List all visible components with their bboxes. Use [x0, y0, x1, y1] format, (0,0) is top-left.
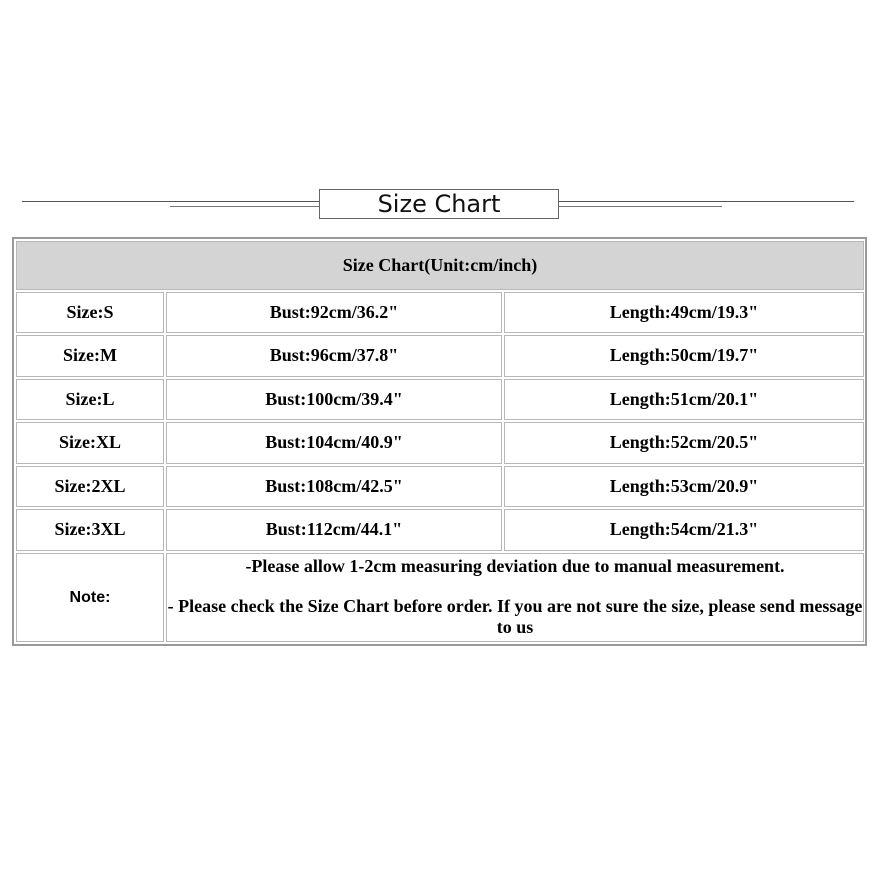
bust-cell: Bust:112cm/44.1"	[166, 509, 502, 551]
bust-cell: Bust:96cm/37.8"	[166, 335, 502, 377]
table-header: Size Chart(Unit:cm/inch)	[16, 241, 864, 290]
size-cell: Size:S	[16, 292, 164, 334]
bust-cell: Bust:108cm/42.5"	[166, 466, 502, 508]
length-cell: Length:53cm/20.9"	[504, 466, 864, 508]
note-text	[166, 553, 864, 642]
note-line-1: -Please allow 1-2cm measuring deviation due to manual measurement.	[245, 556, 785, 577]
size-cell: Size:2XL	[16, 466, 164, 508]
length-cell: Length:54cm/21.3"	[504, 509, 864, 551]
size-cell: Size:M	[16, 335, 164, 377]
table-row	[16, 466, 864, 508]
size-cell: Size:L	[16, 379, 164, 421]
note-row	[16, 553, 864, 642]
bust-cell: Bust:100cm/39.4"	[166, 379, 502, 421]
size-cell: Size:XL	[16, 422, 164, 464]
length-cell: Length:50cm/19.7"	[504, 335, 864, 377]
page-title: Size Chart	[319, 189, 559, 219]
size-cell: Size:3XL	[16, 509, 164, 551]
length-cell: Length:52cm/20.5"	[504, 422, 864, 464]
table-row	[16, 509, 864, 551]
table-row	[16, 422, 864, 464]
bust-cell: Bust:92cm/36.2"	[166, 292, 502, 334]
length-cell: Length:51cm/20.1"	[504, 379, 864, 421]
table-row	[16, 292, 864, 334]
note-label: Note:	[16, 553, 164, 642]
table-row	[16, 335, 864, 377]
bust-cell: Bust:104cm/40.9"	[166, 422, 502, 464]
note-line-2: - Please check the Size Chart before order. If you are not sure the size, please send message to us	[167, 595, 863, 638]
size-chart-table	[12, 237, 867, 646]
table-row	[16, 379, 864, 421]
length-cell: Length:49cm/19.3"	[504, 292, 864, 334]
